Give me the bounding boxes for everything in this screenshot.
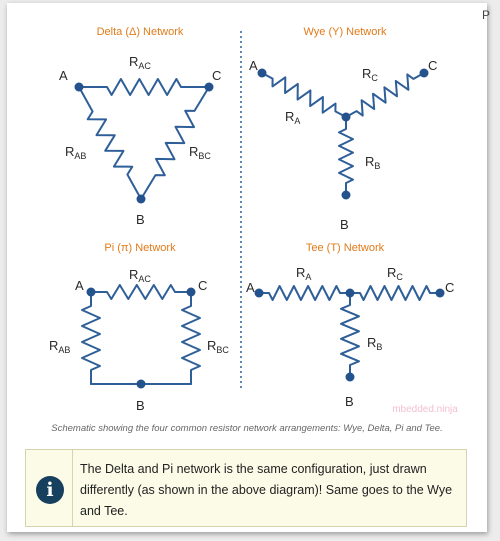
tee-node-a <box>255 289 264 298</box>
wye-r-b-label: $R_B$ <box>365 154 381 171</box>
wye-r-c-label: $R_C$ <box>362 66 378 83</box>
pi-node-a-label: A <box>75 278 84 293</box>
info-box <box>25 449 467 527</box>
tee-resistor-b <box>341 293 359 377</box>
delta-node-a-label: A <box>59 68 68 83</box>
pi-node-c <box>187 288 196 297</box>
delta-resistor-ab <box>79 87 141 199</box>
delta-resistor-ac <box>79 79 209 95</box>
tee-resistor-a <box>259 286 350 300</box>
pi-node-b-label: B <box>136 398 145 413</box>
tee-r-a-label: $R_A$ <box>296 265 312 282</box>
delta-node-b-label: B <box>136 212 145 227</box>
pi-node-c-label: C <box>198 278 208 293</box>
watermark: mbedded.ninja <box>392 404 458 415</box>
delta-r-bc-label: $R_{BC}$ <box>189 144 211 161</box>
resistor-network-diagram <box>7 3 487 423</box>
delta-node-c-label: C <box>212 68 222 83</box>
tee-node-b <box>346 373 355 382</box>
wye-node-b-label: B <box>340 217 349 232</box>
tee-node-c <box>436 289 445 298</box>
pi-r-ac-label: $R_{AC}$ <box>129 267 151 284</box>
info-icon: i <box>36 476 64 504</box>
wye-r-a-label: $R_A$ <box>285 109 301 126</box>
pi-node-b <box>137 380 146 389</box>
tee-resistor-c <box>350 286 440 300</box>
pi-resistor-ac <box>91 285 191 299</box>
delta-node-a <box>75 83 84 92</box>
wye-node-c-label: C <box>428 58 438 73</box>
figure-caption: Schematic showing the four common resistor network arrangements: Wye, Delta, Pi and Tee. <box>51 423 443 434</box>
pi-r-ab-label: $R_{AB}$ <box>49 338 71 355</box>
wye-resistor-b <box>339 117 353 195</box>
tee-node-center <box>346 289 355 298</box>
info-divider <box>72 450 73 526</box>
pi-title: Pi (π) Network <box>104 242 176 254</box>
pi-node-a <box>87 288 96 297</box>
delta-resistor-bc <box>141 87 209 199</box>
figure-card <box>7 3 487 532</box>
delta-node-b <box>137 195 146 204</box>
wye-node-a <box>258 69 267 78</box>
wye-title: Wye (Y) Network <box>303 26 387 38</box>
pi-resistor-bc <box>182 292 200 384</box>
wye-node-center <box>342 113 351 122</box>
delta-r-ab-label: $R_{AB}$ <box>65 144 87 161</box>
delta-title: Delta (Δ) Network <box>96 26 184 38</box>
wye-resistor-c <box>346 73 424 117</box>
tee-title: Tee (T) Network <box>305 242 385 254</box>
corner-text: P <box>482 8 491 22</box>
wye-node-b <box>342 191 351 200</box>
tee-node-a-label: A <box>246 280 255 295</box>
wye-resistor-a <box>262 73 346 117</box>
delta-node-c <box>205 83 214 92</box>
tee-r-b-label: $R_B$ <box>367 335 383 352</box>
tee-node-b-label: B <box>345 394 354 409</box>
pi-r-bc-label: $R_{BC}$ <box>207 338 229 355</box>
tee-node-c-label: C <box>445 280 455 295</box>
tee-r-c-label: $R_C$ <box>387 265 403 282</box>
delta-r-ac-label: $R_{AC}$ <box>129 54 151 71</box>
pi-resistor-ab <box>82 292 100 384</box>
wye-node-a-label: A <box>249 58 258 73</box>
info-text: The Delta and Pi network is the same configuration, just drawn differently (as shown in the above diagram)! Same goes to the Wye and Tee. <box>80 462 453 518</box>
